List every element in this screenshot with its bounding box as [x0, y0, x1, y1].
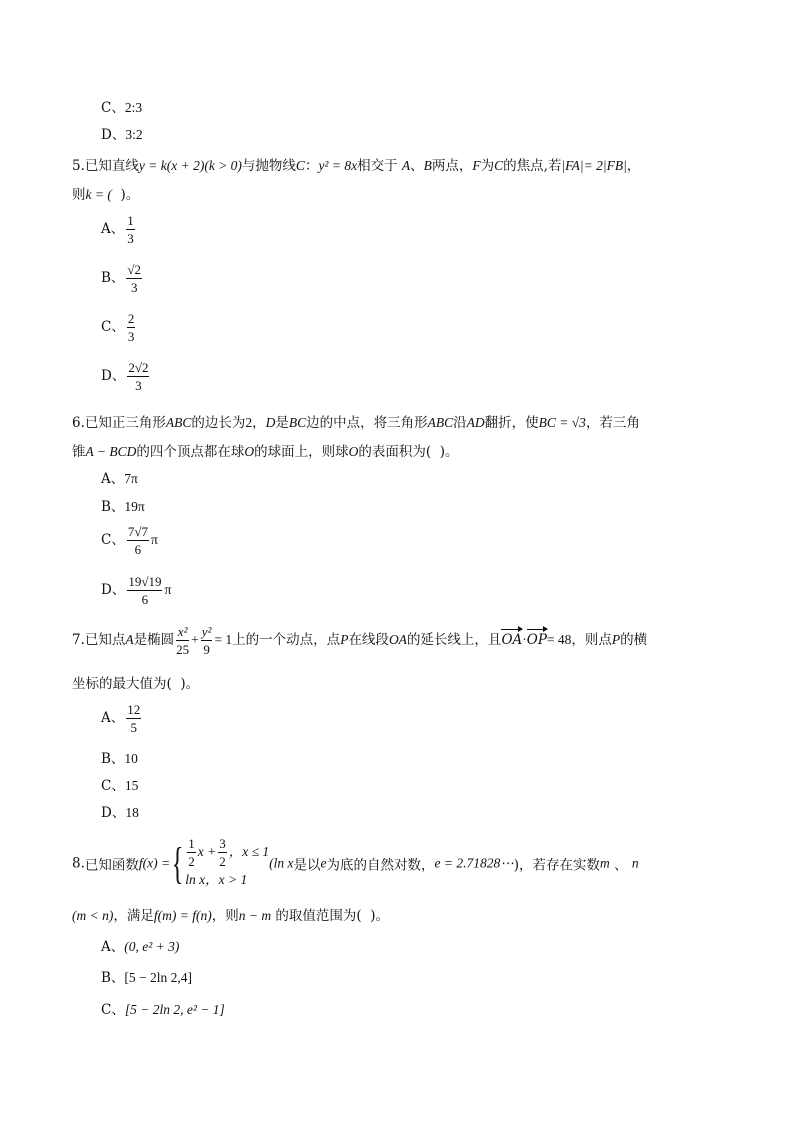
stem-text: 的球面上，则球 — [254, 444, 349, 460]
stem-text: ， — [252, 415, 266, 431]
denominator: 5 — [130, 720, 137, 735]
math-expression: ，x ≤ 1 — [228, 844, 270, 859]
math-symbol: C — [494, 158, 504, 173]
math-symbol: ABC — [165, 415, 192, 430]
math-symbol: BC — [288, 415, 307, 430]
stem-text: 与抛物线 — [241, 158, 296, 174]
option-text: 10 — [124, 751, 138, 766]
numerator: y² — [201, 624, 212, 639]
option-label: D、 — [101, 805, 126, 821]
question-number: 7. — [72, 632, 85, 648]
option-label: A、 — [101, 939, 125, 955]
q5-option-d — [101, 360, 151, 393]
math-symbol: A — [401, 158, 411, 173]
q8-option-a — [101, 935, 179, 955]
math-expression: f(x) = — [138, 855, 171, 871]
denominator: 3 — [135, 378, 142, 393]
math-operator: · — [522, 632, 527, 647]
numerator: 7√7 — [127, 524, 148, 539]
q6-option-d — [101, 574, 171, 607]
denominator: 25 — [176, 642, 190, 657]
fraction — [127, 574, 162, 607]
fraction — [126, 702, 141, 735]
math-expression: (ln x — [269, 855, 294, 871]
option-label: D、 — [101, 582, 126, 598]
stem-text: ，则 — [211, 908, 239, 924]
math-expression: = 1 — [214, 632, 233, 647]
stem-text: 相交于 — [357, 158, 398, 174]
stem-text: 的表面积为( — [358, 444, 432, 460]
stem-text: 翻折，使 — [484, 415, 539, 431]
numerator: √2 — [127, 262, 142, 277]
stem-text: 为底的自然对数， — [326, 857, 435, 874]
option-label: A、 — [101, 471, 125, 487]
q5-option-c — [101, 311, 137, 344]
stem-text: 的横 — [620, 632, 648, 648]
math-expression: = 48 — [546, 632, 572, 647]
stem-text: )。 — [370, 908, 390, 924]
option-label: A、 — [101, 710, 125, 726]
math-symbol: A — [125, 632, 134, 647]
stem-text: 、 — [410, 158, 424, 174]
math-number: 2 — [245, 415, 253, 430]
question-number: 5. — [72, 158, 85, 174]
stem-text: 已知函数 — [84, 857, 139, 874]
stem-text: 的取值范围为( — [275, 908, 362, 924]
q5-stem-line1 — [72, 154, 640, 174]
option-label: C、 — [101, 319, 125, 335]
fraction — [126, 262, 142, 295]
fraction — [127, 524, 149, 557]
math-symbol: D — [265, 415, 276, 430]
fraction — [127, 311, 136, 344]
option-text: 3:2 — [125, 127, 143, 142]
stem-text: 、 — [614, 857, 628, 874]
stem-text: 的延长线上，且 — [406, 632, 502, 648]
math-symbol: O — [244, 444, 255, 459]
math-symbol: C — [295, 158, 305, 173]
numerator: 2√2 — [128, 360, 149, 375]
q6-stem-line1 — [72, 411, 640, 431]
option-label: B、 — [101, 970, 125, 986]
option-text: [5 − 2ln 2,4] — [124, 970, 193, 985]
stem-text: 的四个顶点都在球 — [136, 444, 245, 460]
q5-option-a — [101, 213, 137, 246]
option-label: B、 — [101, 499, 125, 515]
stem-text: 是椭圆 — [133, 632, 175, 648]
denominator: 9 — [203, 642, 210, 657]
q4-option-d — [101, 123, 143, 143]
q7-stem-line1 — [72, 624, 647, 657]
stem-text: 已知正三角形 — [84, 415, 166, 431]
numerator: 2 — [127, 311, 135, 326]
numerator: 1 — [127, 213, 134, 228]
stem-text: 上的一个动点，点 — [232, 632, 341, 648]
stem-text: ： — [304, 158, 319, 174]
option-label: D、 — [101, 127, 126, 143]
piecewise-cases — [185, 836, 269, 891]
stem-text: 在线段 — [348, 632, 389, 648]
q8-stem-line2 — [72, 904, 389, 924]
fraction — [201, 624, 213, 657]
denominator: 3 — [127, 231, 134, 246]
stem-text: ，满足 — [113, 908, 154, 924]
option-text: 7π — [124, 471, 138, 486]
denominator: 6 — [134, 542, 142, 557]
stem-text: 两点， — [431, 158, 473, 174]
stem-text: ，若三角 — [585, 415, 640, 431]
fraction — [218, 836, 227, 869]
option-label: B、 — [101, 270, 125, 286]
stem-text: 锥 — [72, 444, 86, 460]
math-symbol: O — [348, 444, 359, 459]
stem-text: 则 — [72, 187, 86, 203]
stem-text: 为 — [480, 158, 495, 174]
vector: OP — [527, 629, 547, 648]
case-2: ln x，x > 1 — [185, 872, 248, 887]
stem-text: 是 — [275, 415, 289, 431]
option-text: 2:3 — [124, 100, 143, 115]
math-symbol: m — [600, 855, 610, 871]
math-symbol: P — [340, 632, 349, 647]
math-symbol: B — [423, 158, 432, 173]
math-symbol: n — [631, 855, 639, 871]
stem-text: ，则点 — [571, 632, 612, 648]
stem-text: 坐标的最大值为( — [72, 676, 172, 692]
math-expression: n − m — [238, 908, 272, 923]
q7-option-b — [101, 747, 138, 767]
math-expression: f(m) = f(n) — [153, 908, 212, 923]
fraction — [187, 836, 196, 869]
option-text: (0, e² + 3) — [124, 939, 180, 954]
option-label: C、 — [101, 778, 125, 794]
option-label: A、 — [101, 221, 125, 237]
q7-stem-line2 — [72, 672, 199, 692]
denominator: 2 — [188, 854, 195, 869]
vector: OA — [501, 629, 522, 648]
q5-option-b — [101, 262, 144, 295]
math-expression: y = k(x + 2)(k > 0) — [138, 158, 242, 173]
stem-text: 已知点 — [84, 632, 126, 648]
numerator: x² — [177, 624, 188, 639]
math-expression: BC = √3 — [538, 415, 586, 430]
stem-text: ， — [626, 158, 641, 174]
stem-text: )。 — [439, 444, 459, 460]
math-symbol: AD — [466, 415, 485, 430]
q5-stem-line2 — [72, 183, 139, 203]
stem-text: 已知直线 — [84, 158, 139, 174]
question-number: 6. — [72, 415, 85, 431]
stem-text: 沿 — [453, 415, 467, 431]
math-expression: e = 2.71828⋯ — [434, 855, 514, 871]
denominator: 2 — [219, 854, 226, 869]
q7-option-c — [101, 774, 138, 794]
math-expression: A − BCD — [85, 444, 137, 459]
math-symbol: F — [472, 158, 481, 173]
numerator: 12 — [127, 702, 141, 717]
option-label: C、 — [101, 532, 125, 548]
denominator: 3 — [127, 329, 135, 344]
math-symbol: ABC — [427, 415, 454, 430]
question-number: 8. — [72, 855, 85, 872]
option-label: D、 — [101, 368, 126, 384]
q6-option-a — [101, 467, 138, 487]
math-expression: k = ( — [85, 187, 112, 202]
q6-stem-line2 — [72, 440, 459, 460]
stem-text: )。 — [120, 187, 140, 203]
stem-text: 的边长为 — [191, 415, 246, 431]
q8-stem-line1 — [72, 836, 639, 891]
stem-text: 的焦点,若 — [503, 158, 562, 174]
numerator: 1 — [188, 836, 195, 851]
math-operator: + — [191, 632, 199, 647]
stem-text: 边的中点，将三角形 — [306, 415, 428, 431]
stem-text: 是以 — [293, 857, 321, 874]
math-expression: y² = 8x — [318, 158, 358, 173]
math-expression: |FA|= 2|FB| — [561, 158, 627, 173]
q6-option-b — [101, 495, 145, 515]
denominator: 3 — [130, 280, 138, 295]
case-1 — [185, 836, 269, 869]
numerator: 3 — [219, 836, 226, 851]
math-expression: x + — [197, 844, 217, 859]
q7-option-d — [101, 801, 139, 821]
q8-option-b — [101, 966, 192, 986]
option-text: [5 − 2ln 2, e² − 1] — [124, 1002, 225, 1017]
numerator: 19√19 — [128, 574, 162, 589]
option-text: 19π — [124, 499, 145, 514]
option-text: 15 — [124, 778, 139, 793]
stem-text: )。 — [180, 676, 200, 692]
fraction — [127, 360, 149, 393]
option-label: C、 — [101, 100, 125, 116]
option-suffix: π — [150, 532, 158, 547]
math-symbol: P — [611, 632, 621, 647]
option-text: 18 — [125, 805, 139, 820]
option-label: B、 — [101, 751, 125, 767]
fraction — [176, 624, 189, 657]
math-symbol: OA — [388, 632, 407, 647]
option-suffix: π — [164, 582, 172, 597]
stem-text: )，若存在实数 — [513, 857, 601, 874]
math-expression: (m < n) — [72, 908, 114, 923]
q8-option-c — [101, 998, 225, 1018]
denominator: 6 — [141, 592, 149, 607]
q7-option-a — [101, 702, 143, 735]
option-label: C、 — [101, 1002, 125, 1018]
q4-option-c — [101, 96, 142, 116]
left-brace-icon: { — [171, 838, 184, 888]
q6-option-c — [101, 524, 158, 557]
fraction — [126, 213, 135, 246]
math-symbol: e — [320, 855, 327, 871]
